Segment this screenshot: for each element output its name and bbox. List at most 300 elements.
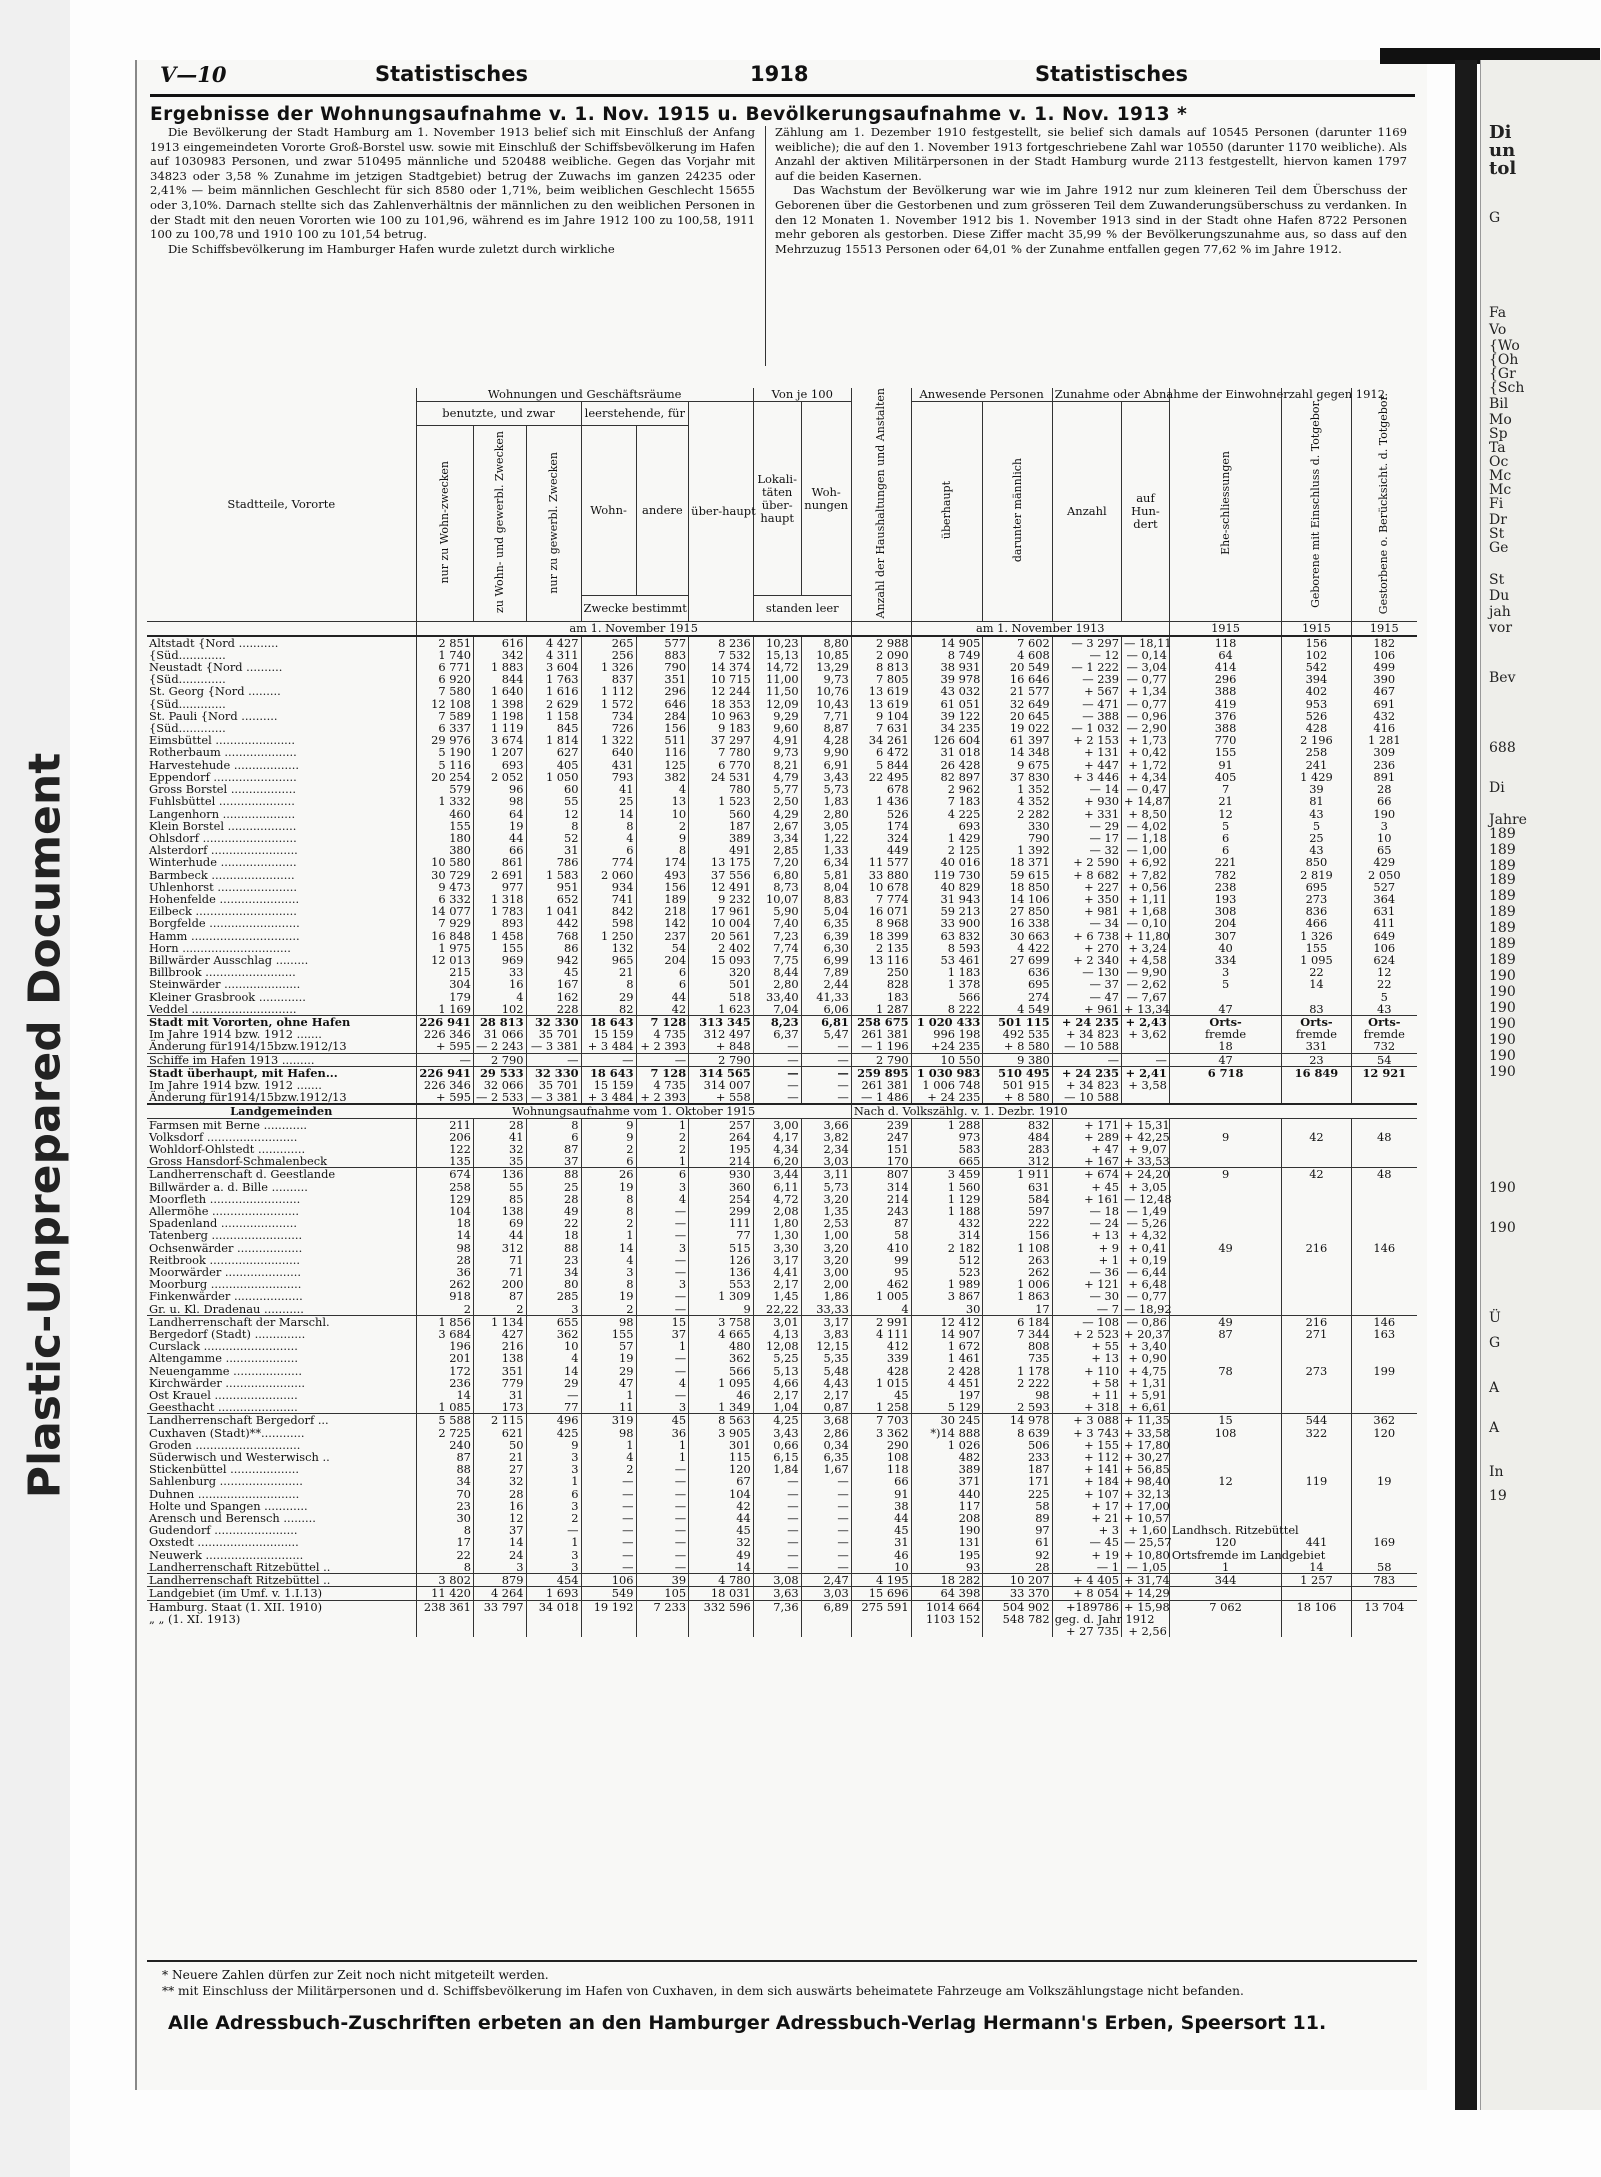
cell: 2 991 [851, 1315, 911, 1328]
cell: 695 [1282, 881, 1351, 893]
cell: + 20,37 [1122, 1328, 1170, 1340]
cell: + 558 [689, 1091, 754, 1104]
cell: 1 429 [911, 832, 983, 844]
row-label: Neuwerk ........................... [149, 1547, 304, 1562]
cell: 314 007 [689, 1079, 754, 1091]
adjacent-page-text: Vo [1489, 322, 1507, 338]
cell: 80 [526, 1278, 581, 1290]
cell: + 318 [1052, 1401, 1121, 1414]
cell: 214 [689, 1155, 754, 1168]
cell: 98 [416, 1242, 473, 1254]
cell [851, 1613, 911, 1625]
cell: 14 [526, 1365, 581, 1377]
cell: + 2 153 [1052, 734, 1121, 746]
row-label: {Süd............. [149, 721, 226, 736]
cell: 324 [851, 832, 911, 844]
cell: 19 [473, 820, 526, 832]
cell: 120 [1351, 1427, 1417, 1439]
cell: + 5,91 [1122, 1389, 1170, 1401]
cell: 47 [581, 1377, 636, 1389]
cell: 3,03 [801, 1155, 851, 1168]
cell: — 12,48 [1122, 1193, 1170, 1205]
cell: 652 [526, 893, 581, 905]
cell: 842 [581, 905, 636, 917]
table-row [147, 1168, 1417, 1181]
cell: 9,90 [801, 746, 851, 758]
cell: — [801, 1536, 851, 1548]
cell: 526 [1282, 710, 1351, 722]
cell: 39 [636, 1574, 689, 1587]
cell: 6,39 [801, 930, 851, 942]
cell: 449 [851, 844, 911, 856]
page-number: V—10 [160, 62, 227, 87]
cell: 7,04 [753, 1003, 801, 1016]
cell: 19 [1351, 1475, 1417, 1487]
cell: 47 [1169, 1003, 1281, 1016]
cell [1351, 1512, 1417, 1524]
cell: 6 [581, 844, 636, 856]
cell: 4 [636, 1377, 689, 1389]
cell: + 0,90 [1122, 1352, 1170, 1364]
cell: 2,44 [801, 978, 851, 990]
cell: + 848 [689, 1040, 754, 1053]
cell: 262 [983, 1266, 1052, 1278]
cell: 380 [416, 844, 473, 856]
cell [1351, 1118, 1417, 1131]
cell: + 6,48 [1122, 1278, 1170, 1290]
cell: 790 [983, 832, 1052, 844]
cell: 58 [983, 1500, 1052, 1512]
cell [1282, 1500, 1351, 1512]
cell: 1 095 [1282, 954, 1351, 966]
cell [1169, 1205, 1281, 1217]
cell: 30 729 [416, 869, 473, 881]
cell: 70 [416, 1488, 473, 1500]
cell: 304 [416, 978, 473, 990]
cell: 3 [526, 1303, 581, 1316]
cell: 344 [1169, 1574, 1281, 1587]
cell: 27 [473, 1463, 526, 1475]
cell: 7,71 [801, 710, 851, 722]
cell: 179 [416, 991, 473, 1003]
cell: 1 288 [911, 1118, 983, 1131]
row-label: Ohlsdorf .......................... [149, 830, 297, 845]
cell: 296 [1169, 673, 1281, 685]
row-label [147, 1625, 416, 1637]
cell: 4 [636, 1193, 689, 1205]
cell: 1 429 [1282, 771, 1351, 783]
table-bottom-rule [147, 1960, 1417, 1962]
cell: 412 [851, 1340, 911, 1352]
cell: 98 [983, 1389, 1052, 1401]
cell: 8 [526, 820, 581, 832]
cell [1282, 1155, 1351, 1168]
cell: 4,17 [753, 1131, 801, 1143]
cell: 1,86 [801, 1290, 851, 1302]
cell: 2,08 [753, 1205, 801, 1217]
cell: 631 [1351, 905, 1417, 917]
cell: 636 [983, 966, 1052, 978]
adjacent-page-text: un [1489, 140, 1516, 161]
cell: 918 [416, 1290, 473, 1302]
cell: — 25,57 [1122, 1536, 1170, 1548]
cell: 2,86 [801, 1427, 851, 1439]
cell: 135 [416, 1155, 473, 1168]
cell: + 7,82 [1122, 869, 1170, 881]
cell: 49 [1169, 1242, 1281, 1254]
cell: 7 580 [416, 685, 473, 697]
cell: — [581, 1561, 636, 1574]
cell: — [801, 1500, 851, 1512]
row-label: Landgebiet (im Umf. v. 1.I.13) [147, 1587, 416, 1600]
cell [1282, 1303, 1351, 1316]
cell: 389 [689, 832, 754, 844]
cell: — [636, 1524, 689, 1536]
adjacent-page-text: 190 [1489, 1180, 1516, 1196]
cell: 38 [851, 1500, 911, 1512]
cell: + 141 [1052, 1463, 1121, 1475]
cell: 1 006 [983, 1278, 1052, 1290]
cell [1351, 1193, 1417, 1205]
cell: 7,20 [753, 856, 801, 868]
cell [1169, 1229, 1281, 1241]
cell: + 34 823 [1052, 1028, 1121, 1040]
cell: 1 560 [911, 1181, 983, 1193]
cell: 9 [1169, 1131, 1281, 1143]
cell: 6,06 [801, 1003, 851, 1016]
cell: 3 [1169, 966, 1281, 978]
cell: 6,11 [753, 1181, 801, 1193]
cell: 54 [1351, 1053, 1417, 1066]
cell: + 42,25 [1122, 1131, 1170, 1143]
cell: 36 [416, 1266, 473, 1278]
adjacent-page-text: 189 [1489, 936, 1516, 952]
cell: 3 674 [473, 734, 526, 746]
cell: 807 [851, 1168, 911, 1181]
cell: 6 [636, 966, 689, 978]
cell: + 3,05 [1122, 1181, 1170, 1193]
table-row [147, 1475, 1417, 1487]
cell: 240 [416, 1439, 473, 1451]
row-label: Borgfelde ......................... [149, 916, 300, 931]
cell: 50 [473, 1439, 526, 1451]
cell: 23 [416, 1500, 473, 1512]
cell: 548 782 [983, 1613, 1052, 1625]
table-row [147, 808, 1417, 820]
cell: 741 [581, 893, 636, 905]
binding-edge [1455, 60, 1477, 2110]
cell [1169, 1278, 1281, 1290]
cell: 6 [526, 1488, 581, 1500]
row-label: Moorburg ......................... [149, 1277, 302, 1292]
cell: 3 459 [911, 1168, 983, 1181]
cell [473, 1625, 526, 1637]
cell: — 1,18 [1122, 832, 1170, 844]
cell: 1 183 [911, 966, 983, 978]
cell: 118 [1169, 636, 1281, 649]
cell: 7 703 [851, 1414, 911, 1427]
cell: 48 [1351, 1131, 1417, 1143]
cell: 14 907 [911, 1328, 983, 1340]
cell: 360 [689, 1181, 754, 1193]
cell: 342 [473, 649, 526, 661]
cell: + 3 484 [581, 1040, 636, 1053]
cell: 1 207 [473, 746, 526, 758]
cell: 1 863 [983, 1290, 1052, 1302]
cell: + 8 580 [983, 1091, 1052, 1104]
col-head-ueberhaupt2: überhaupt [911, 402, 983, 622]
cell: 320 [689, 966, 754, 978]
cell: 1 [636, 1340, 689, 1352]
cell: 29 976 [416, 734, 473, 746]
cell: Landhsch. Ritzebüttel [1169, 1524, 1281, 1536]
cell: 8,83 [801, 893, 851, 905]
cell: 331 [1282, 1040, 1351, 1053]
cell: 226 941 [416, 1015, 473, 1028]
cell: 1,80 [753, 1217, 801, 1229]
cell: 31 066 [473, 1028, 526, 1040]
cell: 6 770 [689, 759, 754, 771]
cell [1122, 1040, 1170, 1053]
cell: 106 [1351, 942, 1417, 954]
cell: 16 849 [1282, 1066, 1351, 1079]
cell: 17 961 [689, 905, 754, 917]
cell [1351, 1500, 1417, 1512]
cell: 257 [689, 1118, 754, 1131]
cell: + 184 [1052, 1475, 1121, 1487]
cell: 5,81 [801, 869, 851, 881]
cell: 33 900 [911, 917, 983, 929]
cell: 41 [581, 783, 636, 795]
cell: 7,89 [801, 966, 851, 978]
cell: 499 [1351, 661, 1417, 673]
cell: 156 [1282, 636, 1351, 649]
cell: 18 850 [983, 881, 1052, 893]
row-label: {Süd............. [149, 696, 226, 711]
cell: 17 [416, 1536, 473, 1548]
cell: 2,85 [753, 844, 801, 856]
cell: 1 169 [416, 1003, 473, 1016]
cell: 307 [1169, 930, 1281, 942]
cell: — 0,10 [1122, 917, 1170, 929]
cell: 7 233 [636, 1600, 689, 1613]
cell: + 15,31 [1122, 1118, 1170, 1131]
adjacent-page-text: Ge [1489, 540, 1509, 556]
cell: + 171 [1052, 1118, 1121, 1131]
row-label: Neuengamme ................... [149, 1363, 302, 1378]
cell: 98 [581, 1315, 636, 1328]
cell: 28 [1351, 783, 1417, 795]
cell: 258 675 [851, 1015, 911, 1028]
table-row [147, 1574, 1417, 1587]
cell: 108 [851, 1451, 911, 1463]
table-row [147, 1500, 1417, 1512]
cell: 512 [911, 1254, 983, 1266]
cell: 624 [1351, 954, 1417, 966]
cell: 14 905 [911, 636, 983, 649]
cell: + 3,58 [1122, 1079, 1170, 1091]
adjacent-page-text: 190 [1489, 1016, 1516, 1032]
adjacent-page-text: Du [1489, 588, 1510, 604]
cell: 5,77 [753, 783, 801, 795]
cell: — 36 [1052, 1266, 1121, 1278]
row-label: Altstadt {Nord ........... [149, 635, 279, 650]
cell: — 7,67 [1122, 991, 1170, 1003]
cell: — 0,86 [1122, 1315, 1170, 1328]
cell: 20 645 [983, 710, 1052, 722]
cell: — 1 032 [1052, 722, 1121, 734]
cell: 2 593 [983, 1401, 1052, 1414]
cell: 4 352 [983, 795, 1052, 807]
cell: 5 190 [416, 746, 473, 758]
cell [581, 1625, 636, 1637]
cell: 81 [1282, 795, 1351, 807]
cell: — [636, 1389, 689, 1401]
cell: 691 [1351, 698, 1417, 710]
cell: 13 116 [851, 954, 911, 966]
cell: 36 [636, 1427, 689, 1439]
col-head-aufhundert: auf Hun-dert [1122, 402, 1170, 622]
cell: 43 032 [911, 685, 983, 697]
cell: 1 309 [689, 1290, 754, 1302]
year-head-ehe: 1915 [1169, 622, 1281, 636]
adjacent-page-text: Jahre [1489, 812, 1527, 828]
cell: 429 [1351, 856, 1417, 868]
cell: + 4,32 [1122, 1229, 1170, 1241]
cell: 190 [1351, 808, 1417, 820]
cell: 58 [851, 1229, 911, 1241]
cell [526, 1613, 581, 1625]
cell: 31 943 [911, 893, 983, 905]
table-row [147, 1488, 1417, 1500]
cell: 2,53 [801, 1217, 851, 1229]
cell: + 1,68 [1122, 905, 1170, 917]
row-label: Süderwisch und Westerwisch .. [149, 1450, 330, 1465]
adjacent-page-text: vor [1489, 620, 1513, 636]
col-head-geborene: Geborene mit Einschluss d. Totgebor. [1282, 388, 1351, 622]
cell: 4 [473, 991, 526, 1003]
cell: 49 [689, 1549, 754, 1561]
cell [636, 1613, 689, 1625]
cell: 2 052 [473, 771, 526, 783]
cell: 237 [636, 930, 689, 942]
cell: 32 [473, 1475, 526, 1487]
table-row [147, 1118, 1417, 1131]
cell: 1 326 [581, 661, 636, 673]
cell: 9 [581, 1131, 636, 1143]
cell: + 2 393 [636, 1040, 689, 1053]
cell: 190 [911, 1524, 983, 1536]
cell: — [636, 1205, 689, 1217]
cell: — [801, 1053, 851, 1066]
adjacent-page-text: Ü [1489, 1310, 1501, 1326]
cell: 4,13 [753, 1328, 801, 1340]
cell: 1 108 [983, 1242, 1052, 1254]
cell: 290 [851, 1439, 911, 1451]
cell [1169, 1118, 1281, 1131]
cell: + 27 735 [1052, 1625, 1121, 1637]
col-head-maennlich: darunter männlich [983, 402, 1052, 622]
cell: 14 [1282, 1561, 1351, 1574]
cell: 27 850 [983, 905, 1052, 917]
cell: — [636, 1254, 689, 1266]
cell: 58 [1351, 1561, 1417, 1574]
cell [1169, 1389, 1281, 1401]
cell: 69 [473, 1217, 526, 1229]
cell: 19 [581, 1290, 636, 1302]
adjacent-page-text: 189 [1489, 952, 1516, 968]
cell: — [801, 1561, 851, 1574]
cell: 275 591 [851, 1600, 911, 1613]
cell: 167 [526, 978, 581, 990]
cell: 9 [689, 1303, 754, 1316]
cell: 170 [851, 1155, 911, 1168]
cell: 85 [473, 1193, 526, 1205]
cell: 427 [473, 1328, 526, 1340]
cell: 44 [689, 1512, 754, 1524]
cell: — 1 [1052, 1561, 1121, 1574]
adjacent-page-text: In [1489, 1464, 1504, 1480]
cell: 12 108 [416, 698, 473, 710]
header-right-title: Statistisches [1035, 62, 1188, 86]
cell: 4,29 [753, 808, 801, 820]
adjacent-page-text: A [1489, 1420, 1500, 1436]
cell: 5 129 [911, 1401, 983, 1414]
cell: 6,80 [753, 869, 801, 881]
cell: 942 [526, 954, 581, 966]
table-row [147, 636, 1417, 649]
cell: — 239 [1052, 673, 1121, 685]
cell: 425 [526, 1427, 581, 1439]
cell: 115 [689, 1451, 754, 1463]
cell: 2 [581, 1303, 636, 1316]
cell: — [416, 1053, 473, 1066]
row-label: Änderung für1914/15bzw.1912/13 [149, 1039, 347, 1054]
cell: 16 [473, 1500, 526, 1512]
cell: 156 [983, 1229, 1052, 1241]
cell: 1 322 [581, 734, 636, 746]
table-row [147, 1600, 1417, 1613]
cell: 14 077 [416, 905, 473, 917]
cell: 44 [473, 1229, 526, 1241]
cell: 42 [689, 1500, 754, 1512]
cell: 1 583 [526, 869, 581, 881]
cell: 1 392 [983, 844, 1052, 856]
cell: — 12 [1052, 649, 1121, 661]
intro-left [150, 125, 755, 256]
cell: +189786 [1052, 1600, 1121, 1613]
cell: + 270 [1052, 942, 1121, 954]
cell: 216 [473, 1340, 526, 1352]
cell: 2 090 [851, 649, 911, 661]
cell: 31 [473, 1389, 526, 1401]
cell [911, 1625, 983, 1637]
cell: 2 428 [911, 1365, 983, 1377]
cell: 3,30 [753, 1242, 801, 1254]
cell: 1 [636, 1118, 689, 1131]
cell: 274 [983, 991, 1052, 1003]
cell: 678 [851, 783, 911, 795]
cell: 39 978 [911, 673, 983, 685]
cell: 10 004 [689, 917, 754, 929]
cell: + 2,41 [1122, 1066, 1170, 1079]
cell: 362 [1351, 1414, 1417, 1427]
cell: 3 [526, 1561, 581, 1574]
cell: — [636, 1352, 689, 1364]
cell: 2 060 [581, 869, 636, 881]
adjacent-page-text: St [1489, 572, 1505, 588]
cell: 35 701 [526, 1028, 581, 1040]
